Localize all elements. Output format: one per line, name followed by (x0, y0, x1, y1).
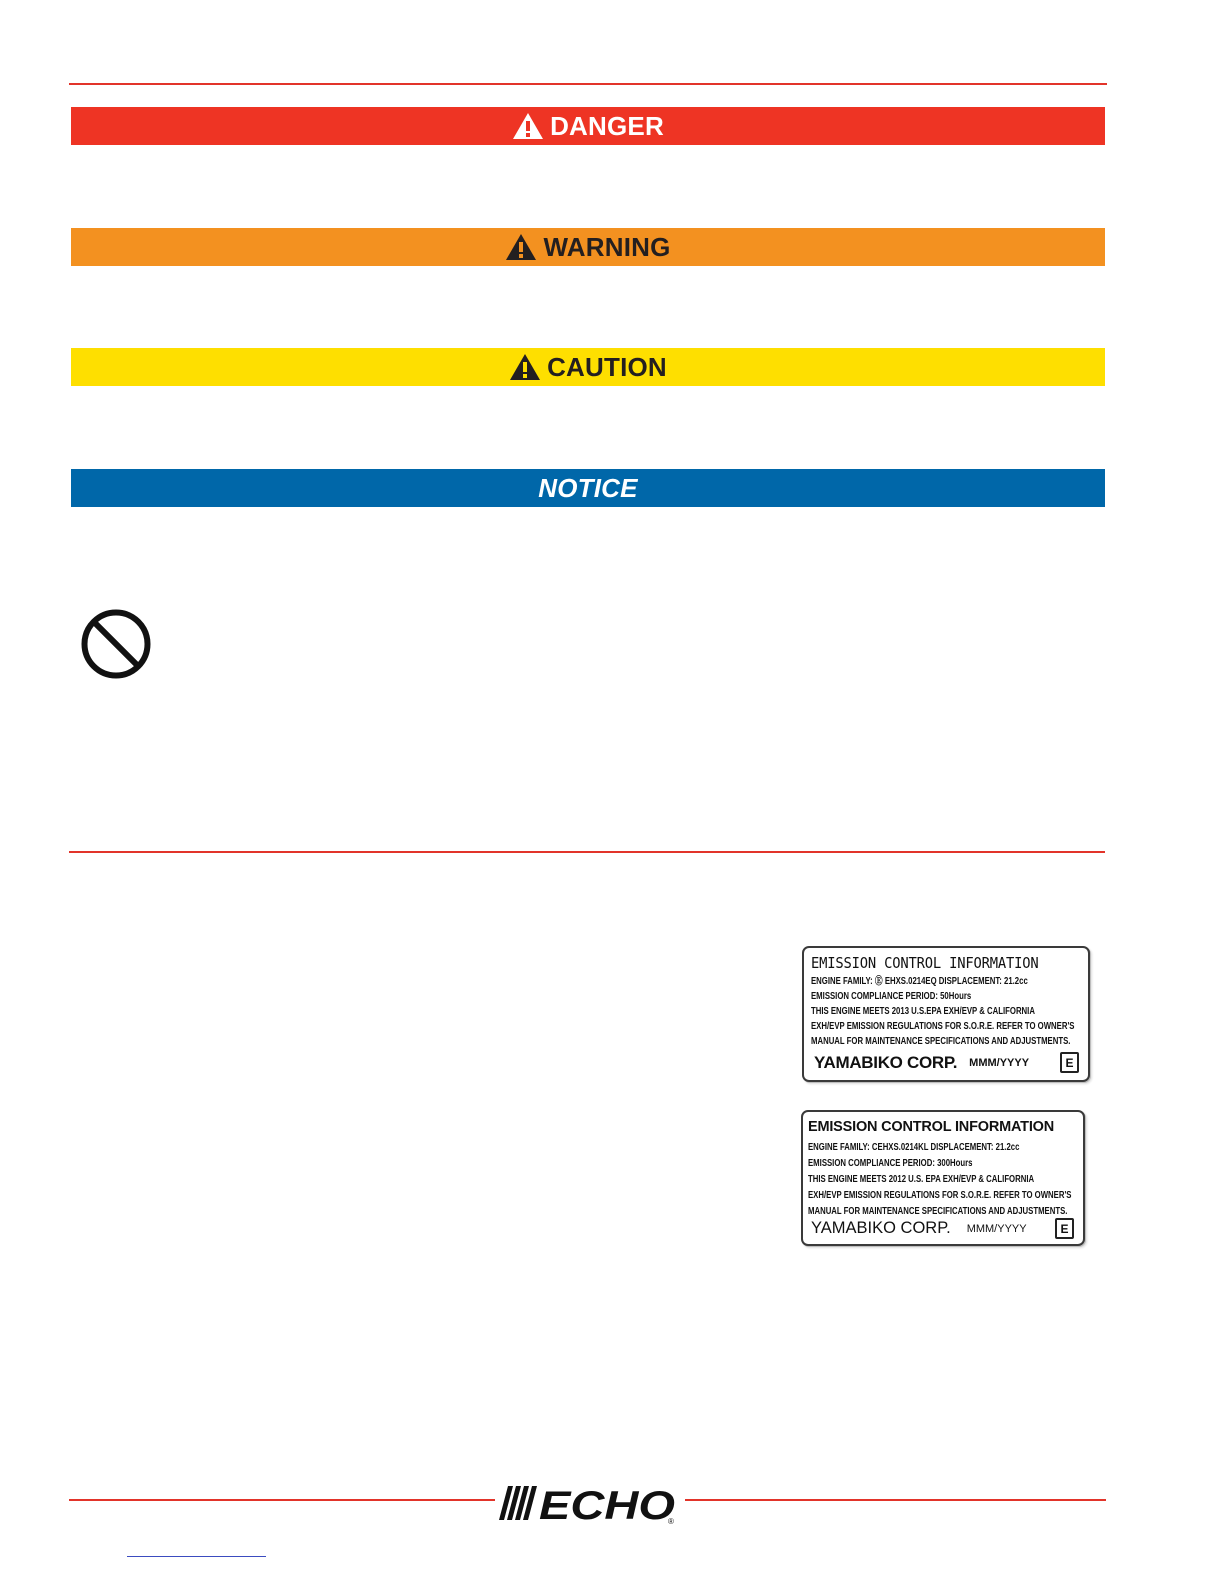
echo-logo (495, 1478, 685, 1528)
page-link-underline[interactable] (127, 1556, 266, 1557)
danger-banner (71, 107, 1105, 145)
e-mark-icon: E (1055, 1218, 1074, 1239)
manufacturer-name: YAMABIKO CORP. (811, 1219, 951, 1237)
emission-label-line: THIS ENGINE MEETS 2013 U.S.EPA EXH/EVP & CALIFORNIA (811, 1005, 1035, 1017)
emission-label-title: EMISSION CONTROL INFORMATION (811, 954, 1039, 972)
emission-label-line: THIS ENGINE MEETS 2012 U.S. EPA EXH/EVP & CALIFORNIA (808, 1173, 1035, 1185)
registered-mark: ® (668, 1517, 674, 1526)
emission-label-line: MANUAL FOR MAINTENANCE SPECIFICATIONS AND ADJUSTMENTS. (808, 1205, 1068, 1217)
top-rule (69, 83, 1107, 85)
warning-banner (71, 228, 1105, 266)
emission-label-line: EMISSION COMPLIANCE PERIOD: 50Hours (811, 990, 972, 1002)
emission-label-line: ENGINE FAMILY: CEHXS.0214KL DISPLACEMENT: 21.2cc (808, 1141, 1020, 1153)
emission-label-line: ENGINE FAMILY: Ⓔ EHXS.0214EQ DISPLACEMENT: 21.2cc (811, 975, 1028, 987)
danger-label: DANGER (550, 110, 664, 141)
caution-label: CAUTION (547, 351, 667, 382)
warning-triangle-icon (512, 112, 544, 140)
emission-label-line: EMISSION COMPLIANCE PERIOD: 300Hours (808, 1157, 973, 1169)
emission-label-title: EMISSION CONTROL INFORMATION (808, 1119, 1054, 1135)
warning-triangle-icon (509, 353, 541, 381)
e-mark-icon: E (1060, 1052, 1079, 1073)
notice-label: NOTICE (538, 472, 638, 503)
manufacturer-name: YAMABIKO CORP. (814, 1052, 958, 1072)
emission-label-2 (801, 1110, 1085, 1246)
date-code: MMM/YYYY (966, 1222, 1027, 1235)
notice-banner (71, 469, 1105, 507)
emission-label-line: EXH/EVP EMISSION REGULATIONS FOR S.O.R.E. REFER TO OWNER'S (811, 1020, 1075, 1032)
section-rule (69, 851, 1105, 853)
date-code: MMM/YYYY (969, 1056, 1030, 1069)
prohibition-icon (80, 608, 152, 680)
caution-banner (71, 348, 1105, 386)
warning-triangle-icon (505, 233, 537, 261)
warning-label: WARNING (543, 231, 671, 262)
emission-label-line: EXH/EVP EMISSION REGULATIONS FOR S.O.R.E. REFER TO OWNER'S (808, 1189, 1072, 1201)
emission-label-1 (802, 946, 1090, 1082)
emission-label-line: MANUAL FOR MAINTENANCE SPECIFICATIONS AND ADJUSTMENTS. (811, 1035, 1071, 1047)
echo-brand-text: ECHO (539, 1484, 675, 1528)
